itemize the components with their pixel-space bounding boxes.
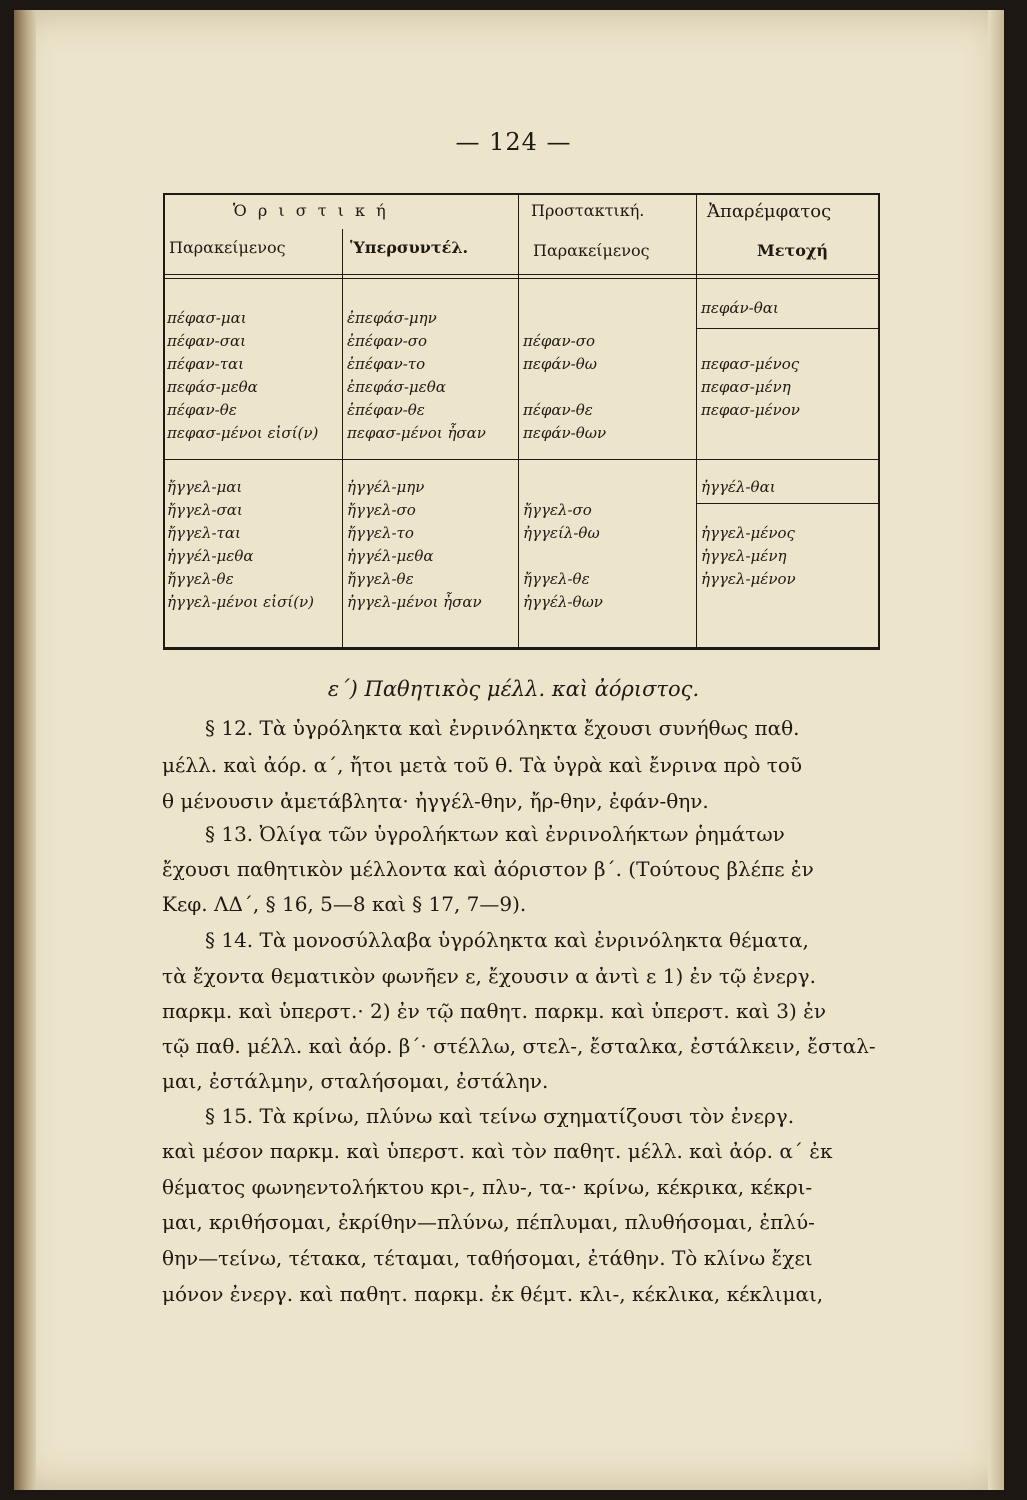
page-edge-right [988,10,1004,1490]
g1-yper-5: πεφασ-μένοι ἦσαν [347,424,486,442]
p15-line-6: μόνον ἐνεργ. καὶ παθητ. παρκμ. ἐκ θέμτ. κλι-, κέκλικα, κέκλιμαι, [162,1282,824,1306]
table-border-top [163,193,880,195]
g2-yper-0: ἠγγέλ-μην [347,478,425,496]
p15-line-1: § 15. Τὰ κρίνω, πλύνω καὶ τείνω σχηματίζουσι τὸν ἐνεργ. [205,1104,795,1128]
header-prostaktiki: Προστακτική. [531,201,645,220]
table-border-right [878,193,880,649]
g1-park-2: πέφαν-ται [167,355,245,373]
g1-prost-2: πέφαν-θε [523,401,593,419]
p12-line-3: θ μένουσιν ἀμετάβλητα· ἠγγέλ-θην, ἤρ-θην, ἐφάν-θην. [162,789,709,813]
p14-line-4: τῷ παθ. μέλλ. καὶ ἀόρ. β΄· στέλλω, στελ-, ἔσταλκα, ἐστάλκειν, ἔσταλ- [162,1034,876,1058]
table-border-bottom [163,647,880,650]
g1-metochi-0: πεφασ-μένος [701,355,800,373]
p14-line-2: τὰ ἔχοντα θεματικὸν φωνῆεν ε, ἔχουσιν α ἀντὶ ε 1) ἐν τῷ ἐνεργ. [162,964,816,988]
g1-metochi-1: πεφασ-μένη [701,378,791,396]
g2-park-5: ἠγγελ-μένοι εἰσί(ν) [167,593,315,611]
g2-metochi-2: ἠγγελ-μένον [701,570,796,588]
g1-park-0: πέφασ-μαι [167,309,247,327]
col-divider-1 [342,229,343,649]
g1-yper-3: ἐπεφάσ-μεθα [347,378,446,396]
g2-prost-2: ἤγγελ-θε [523,570,590,588]
g1-prost-1: πεφάν-θω [523,355,597,373]
g1-prost-0: πέφαν-σο [523,332,595,350]
g2-yper-1: ἤγγελ-σο [347,501,416,519]
g1-yper-2: ἐπέφαν-το [347,355,426,373]
p13-line-1: § 13. Ὀλίγα τῶν ὑγρολήκτων καὶ ἐνρινολήκτων ῥημάτων [205,822,785,846]
col-divider-2 [518,193,519,649]
header-aparemfatos: Ἀπαρέμφατος [707,201,832,222]
g1-yper-4: ἐπέφαν-θε [347,401,425,419]
g1-park-5: πεφασ-μένοι εἰσί(ν) [167,424,319,442]
g2-park-1: ἤγγελ-σαι [167,501,243,519]
g2-yper-4: ἤγγελ-θε [347,570,414,588]
g2-aparemfatos: ἠγγέλ-θαι [701,478,776,496]
header-parakeimenos: Παρακείμενος [169,238,286,257]
page-number: — 124 — [455,128,572,156]
g1-metochi-2: πεφασ-μένον [701,401,800,419]
conjugation-table [163,193,880,649]
p13-line-2: ἔχουσι παθητικὸν μέλλοντα καὶ ἀόριστον β΄. (Τούτους βλέπε ἐν [162,857,814,881]
g2-metochi-0: ἠγγελ-μένος [701,524,795,542]
g2-park-3: ἠγγέλ-μεθα [167,547,254,565]
g2-park-4: ἤγγελ-θε [167,570,234,588]
g2-park-2: ἤγγελ-ται [167,524,241,542]
apar-divider-1 [696,328,880,329]
table-border-left [163,193,165,649]
g2-yper-5: ἠγγελ-μένοι ἦσαν [347,593,482,611]
g2-prost-1: ἠγγείλ-θω [523,524,600,542]
g2-yper-3: ἠγγέλ-μεθα [347,547,434,565]
g1-yper-1: ἐπέφαν-σο [347,332,428,350]
p12-line-1: § 12. Τὰ ὑγρόληκτα καὶ ἐνρινόληκτα ἔχουσι συνήθως παθ. [205,716,800,740]
g2-yper-2: ἤγγελ-το [347,524,414,542]
header-metochi: Μετοχή [757,241,829,260]
p15-line-5: θην—τείνω, τέτακα, τέταμαι, ταθήσομαι, ἐτάθην. Τὸ κλίνω ἔχει [162,1246,813,1270]
group-divider [163,459,880,460]
p15-line-2: καὶ μέσον παρκμ. καὶ ὑπερστ. καὶ τὸν παθητ. μέλλ. καὶ ἀόρ. α΄ ἐκ [162,1139,833,1163]
g1-park-3: πεφάσ-μεθα [167,378,258,396]
g1-yper-0: ἐπεφάσ-μην [347,309,437,327]
g2-prost-0: ἤγγελ-σο [523,501,592,519]
header-rule-2 [163,278,880,279]
g2-prost-3: ἠγγέλ-θων [523,593,603,611]
apar-divider-2 [696,503,880,504]
header-yperdyntelikos: Ὑπερσυντέλ. [350,238,469,257]
p14-line-1: § 14. Τὰ μονοσύλλαβα ὑγρόληκτα καὶ ἐνρινόληκτα θέματα, [205,928,809,952]
p15-line-4: μαι, κριθήσομαι, ἐκρίθην—πλύνω, πέπλυμαι, πλυθήσομαι, ἐπλύ- [162,1210,815,1234]
header-oristiki: Ὁ ρ ι σ τ ι κ ή [233,201,389,220]
p15-line-3: θέματος φωνηεντολήκτου κρι-, πλυ-, τα-· κρίνω, κέκρικα, κέκρι- [162,1175,813,1199]
header-prostaktiki-parakeimenos: Παρακείμενος [533,241,650,260]
section-caption: ε΄) Παθητικὸς μέλλ. καὶ ἀόριστος. [327,677,700,701]
header-rule-1 [163,274,880,275]
p13-line-3: Κεφ. ΛΔ΄, § 16, 5—8 καὶ § 17, 7—9). [162,892,527,916]
g2-metochi-1: ἠγγελ-μένη [701,547,787,565]
g1-park-4: πέφαν-θε [167,401,237,419]
col-divider-3 [696,193,697,649]
g1-aparemfatos: πεφάν-θαι [701,299,779,317]
p12-line-2: μέλλ. καὶ ἀόρ. α΄, ἤτοι μετὰ τοῦ θ. Τὰ ὑγρὰ καὶ ἔνρινα πρὸ τοῦ [162,753,803,777]
g2-park-0: ἤγγελ-μαι [167,478,243,496]
page-edge-left [14,10,36,1490]
g1-prost-3: πεφάν-θων [523,424,607,442]
p14-line-5: μαι, ἐστάλμην, σταλήσομαι, ἐστάλην. [162,1069,549,1093]
g1-park-1: πέφαν-σαι [167,332,246,350]
p14-line-3: παρκμ. καὶ ὑπερστ.· 2) ἐν τῷ παθητ. παρκμ. καὶ ὑπερστ. καὶ 3) ἐν [162,999,827,1023]
